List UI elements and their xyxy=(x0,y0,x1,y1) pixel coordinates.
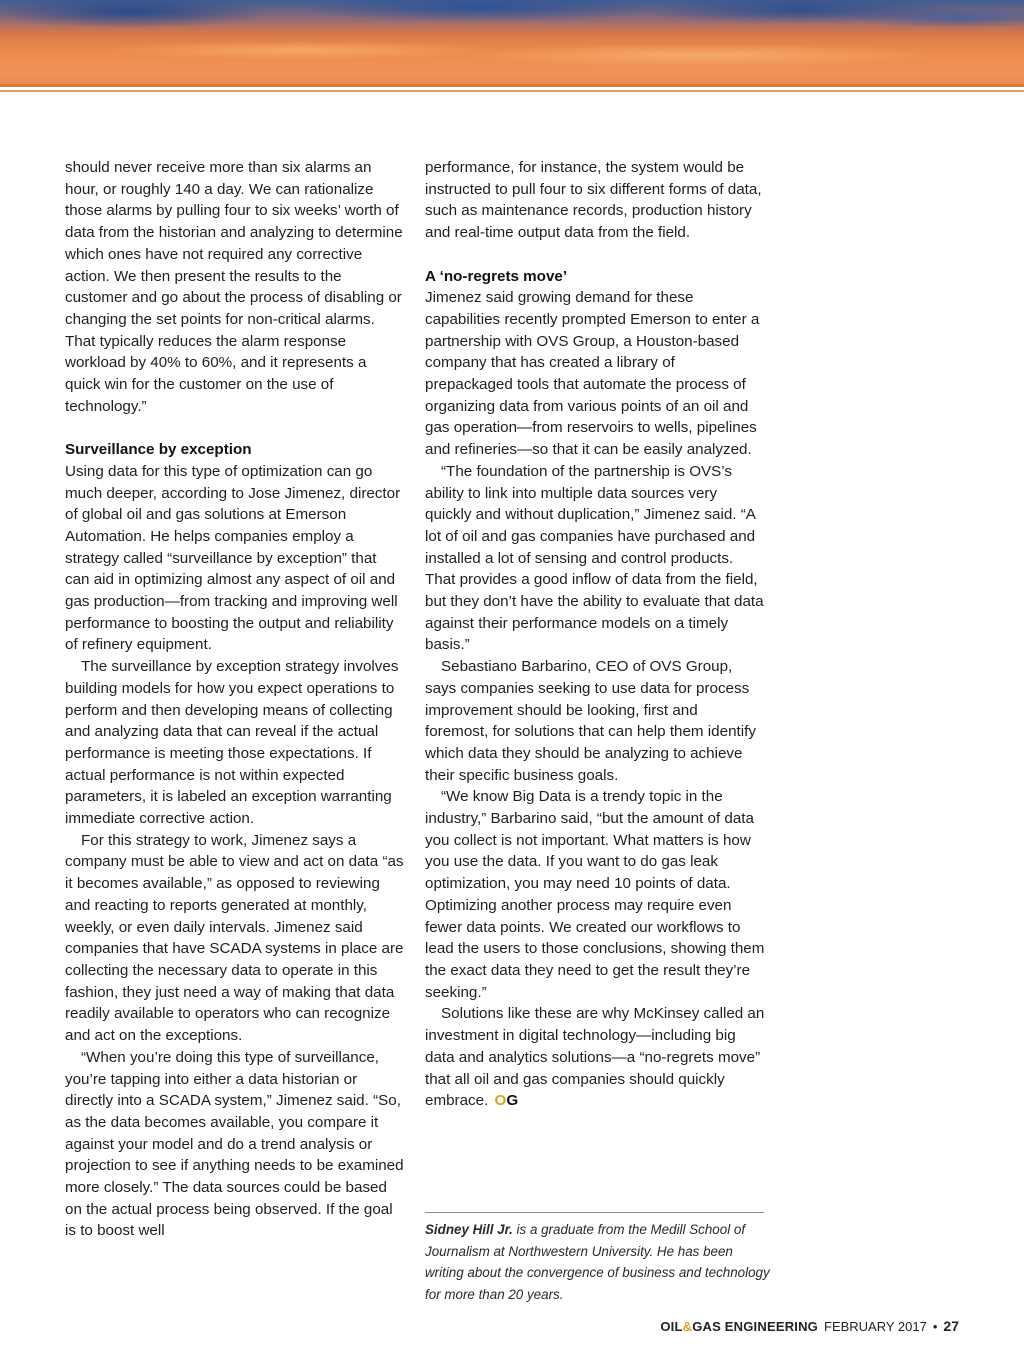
og-end-mark-icon: OG xyxy=(494,1092,519,1110)
paragraph: should never receive more than six alarms an hour, or roughly 140 a day. We can rationalize those alarms by pulling four to six weeks’ worth of data from the historian and analyzing to determine which ones have not required any corrective action. We then present the results to the customer and go about the process of disabling or changing the set points for non-critical alarms. That typically reduces the alarm response workload by 40% to 60%, and it represents a quick win for the customer on the use of technology.” xyxy=(65,159,403,415)
author-name: Sidney Hill Jr. xyxy=(425,1222,513,1237)
section-heading: Surveillance by exception xyxy=(65,441,252,459)
page-footer xyxy=(660,1318,959,1335)
left-column xyxy=(65,157,405,1242)
author-bio xyxy=(425,1219,770,1306)
bio-divider xyxy=(425,1212,764,1213)
page-number: 27 xyxy=(943,1318,959,1334)
paragraph-text: Solutions like these are why McKinsey called an investment in digital technology—including big data and analytics solutions—a “no-regrets move” that all oil and gas companies should quickly embrace. xyxy=(425,1005,765,1110)
footer-separator: • xyxy=(932,1319,938,1334)
section-heading: A ‘no-regrets move’ xyxy=(425,267,568,285)
paragraph: The surveillance by exception strategy involves building models for how you expect operations to perform and then developing means of collecting and analyzing data that can reveal if the actual performance is meeting those expectations. If actual performance is not within expected parameters, it is labeled an exception warranting immediate corrective action. xyxy=(65,658,399,828)
paragraph: performance, for instance, the system would be instructed to pull four to six different forms of data, such as maintenance records, production history and real-time output data from the field. xyxy=(425,159,762,242)
issue-date: FEBRUARY 2017 xyxy=(824,1319,927,1334)
paragraph: “The foundation of the partnership is OVS’s ability to link into multiple data sources very quickly and without duplication,” Jimenez said. “A lot of oil and gas companies have purchased and installed a lot of sensing and control products. That provides a good inflow of data from the field, but they don’t have the ability to evaluate that data against their performance models on a timely basis.” xyxy=(425,462,764,654)
paragraph: “When you’re doing this type of surveillance, you’re tapping into either a data historian or directly into a SCADA system,” Jimenez said. “So, as the data becomes available, you compare it against your model and do a trend analysis or projection to see if anything needs to be examined more closely.” The data sources could be based on the actual process being observed. If the goal is to boost well xyxy=(65,1048,404,1240)
paragraph: Jimenez said growing demand for these capabilities recently prompted Emerson to enter a partnership with OVS Group, a Houston-based company that has created a library of prepackaged tools that automate the process of organizing data from various points of an oil and gas operation—from reservoirs to wells, pipelines and refineries—so that it can be easily analyzed. xyxy=(425,289,760,459)
paragraph: Sebastiano Barbarino, CEO of OVS Group, says companies seeking to use data for process improvement should be looking, first and foremost, for solutions that can help them identify which data they should be analyzing to achieve their specific business goals. xyxy=(425,658,756,784)
header-rule-thin xyxy=(0,90,1024,92)
header-rule xyxy=(0,84,1024,87)
paragraph: “We know Big Data is a trendy topic in the industry,” Barbarino said, “but the amount of data you collect is not important. What matters is how you use the data. If you want to do gas leak optimization, you may need 10 points of data. Optimizing another process may require even fewer data points. We created our workflows to lead the users to those conclusions, showing them the exact data they need to get the result they’re seeking.” xyxy=(425,788,765,1001)
paragraph: For this strategy to work, Jimenez says a company must be able to view and act on data “as it becomes available,” as opposed to reviewing and reacting to reports generated at monthly, weekly, or even daily intervals. Jimenez said companies that have SCADA systems in place are collecting the necessary data to operate in this fashion, they just need a way of making that data readily available to operators who can recognize and act on the exceptions. xyxy=(65,831,404,1045)
paragraph-final xyxy=(425,1003,765,1112)
magazine-brand: OIL&GAS ENGINEERING xyxy=(660,1319,818,1334)
right-column xyxy=(425,157,765,1112)
author-bio-text: is a graduate from the Medill School of Journalism at Northwestern University. He has been writing about the convergence of business and technology for more than 20 years. xyxy=(425,1222,770,1303)
header-banner-image xyxy=(0,0,1024,86)
paragraph: Using data for this type of optimization can go much deeper, according to Jose Jimenez, director of global oil and gas solutions at Emerson Automation. He helps companies employ a strategy called “surveillance by exception” that can aid in optimizing almost any aspect of oil and gas production—from tracking and improving well performance to boosting the output and reliability of refinery equipment. xyxy=(65,462,401,654)
